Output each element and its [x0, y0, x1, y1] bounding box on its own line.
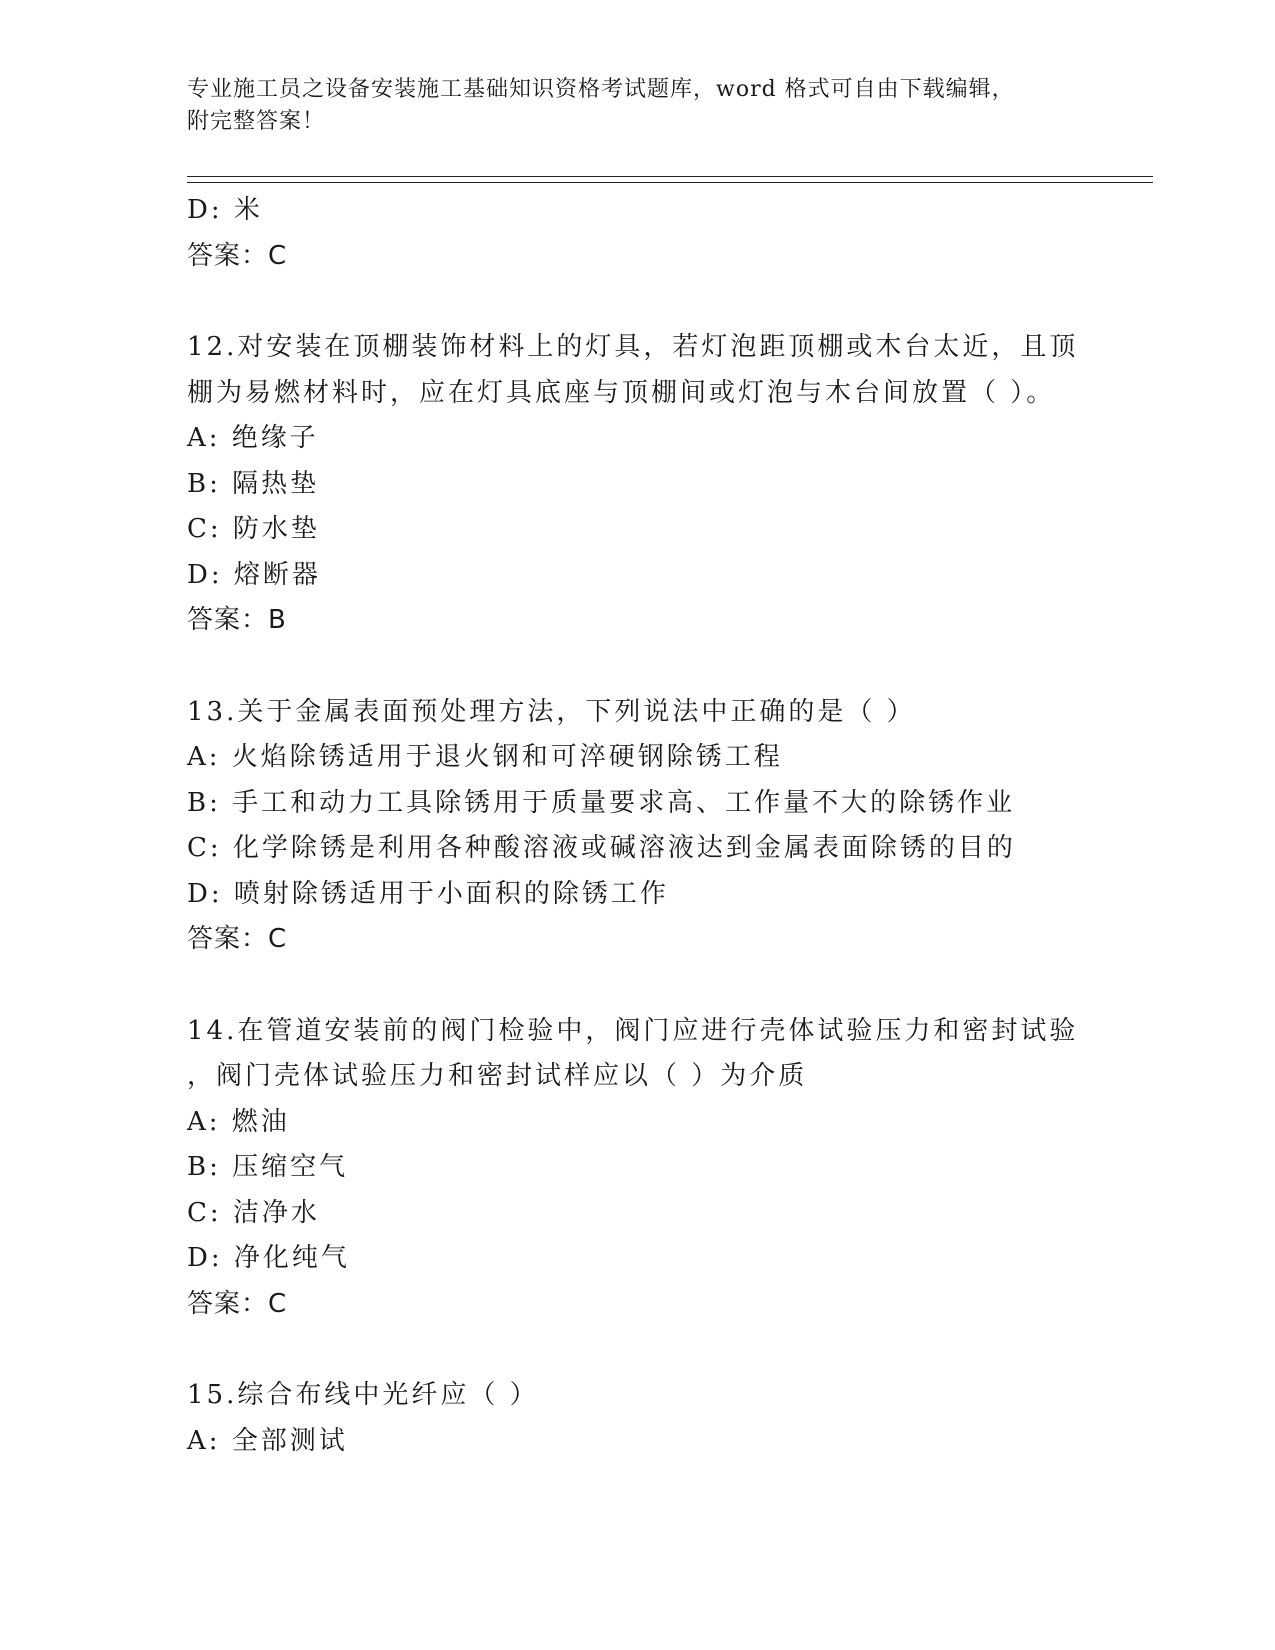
question-12 — [187, 325, 1087, 644]
option-b: B: 压缩空气 — [187, 1152, 349, 1182]
header-title-line1: 专业施工员之设备安装施工基础知识资格考试题库，word 格式可自由下载编辑， — [187, 77, 1015, 102]
question-stem: 12.对安装在顶棚装饰材料上的灯具，若灯泡距顶棚或木台太近，且顶 — [187, 332, 1079, 362]
question-stem: 13.关于金属表面预处理方法，下列说法中正确的是（ ） — [187, 696, 916, 727]
answer: 答案：C — [187, 924, 288, 954]
prev-option-d: D: 米 — [187, 195, 263, 225]
option-a: A: 燃油 — [187, 1106, 290, 1137]
option-b: B: 手工和动力工具除锈用于质量要求高、工作量不大的除锈作业 — [187, 787, 1016, 818]
option-b: B: 隔热垫 — [187, 468, 320, 499]
question-stem: 棚为易燃材料时，应在灯具底座与顶棚间或灯泡与木台间放置（ ）。 — [187, 377, 1056, 408]
header-divider-top — [187, 176, 1153, 177]
spacer — [187, 279, 1087, 325]
option-a: A: 全部测试 — [187, 1425, 348, 1456]
option-a: A: 绝缘子 — [187, 423, 319, 453]
question-15 — [187, 1373, 1087, 1464]
option-c: C: 防水垫 — [187, 514, 320, 544]
question-stem: 15.综合布线中光纤应（ ） — [187, 1380, 539, 1410]
page-header — [187, 74, 1067, 138]
spacer — [187, 963, 1087, 1009]
answer: 答案：C — [187, 1288, 288, 1319]
option-c: C: 化学除锈是利用各种酸溶液或碱溶液达到金属表面除锈的目的 — [187, 833, 1016, 863]
prev-answer: 答案：C — [187, 240, 288, 271]
header-title-line2: 附完整答案！ — [187, 109, 326, 134]
question-14 — [187, 1009, 1087, 1328]
spacer — [187, 644, 1087, 690]
question-stem: 14.在管道安装前的阀门检验中，阀门应进行壳体试验压力和密封试验 — [187, 1015, 1079, 1046]
question-stem: ，阀门壳体试验压力和密封试样应以（ ）为介质 — [187, 1061, 808, 1091]
option-d: D: 熔断器 — [187, 559, 321, 590]
option-c: C: 洁净水 — [187, 1197, 320, 1228]
option-d: D: 净化纯气 — [187, 1243, 350, 1273]
question-list — [187, 188, 1087, 1464]
spacer — [187, 1327, 1087, 1373]
header-divider-bottom — [187, 182, 1153, 183]
question-13 — [187, 690, 1087, 963]
option-a: A: 火焰除锈适用于退火钢和可淬硬钢除锈工程 — [187, 742, 783, 772]
answer: 答案：B — [187, 605, 287, 635]
option-d: D: 喷射除锈适用于小面积的除锈工作 — [187, 878, 669, 909]
